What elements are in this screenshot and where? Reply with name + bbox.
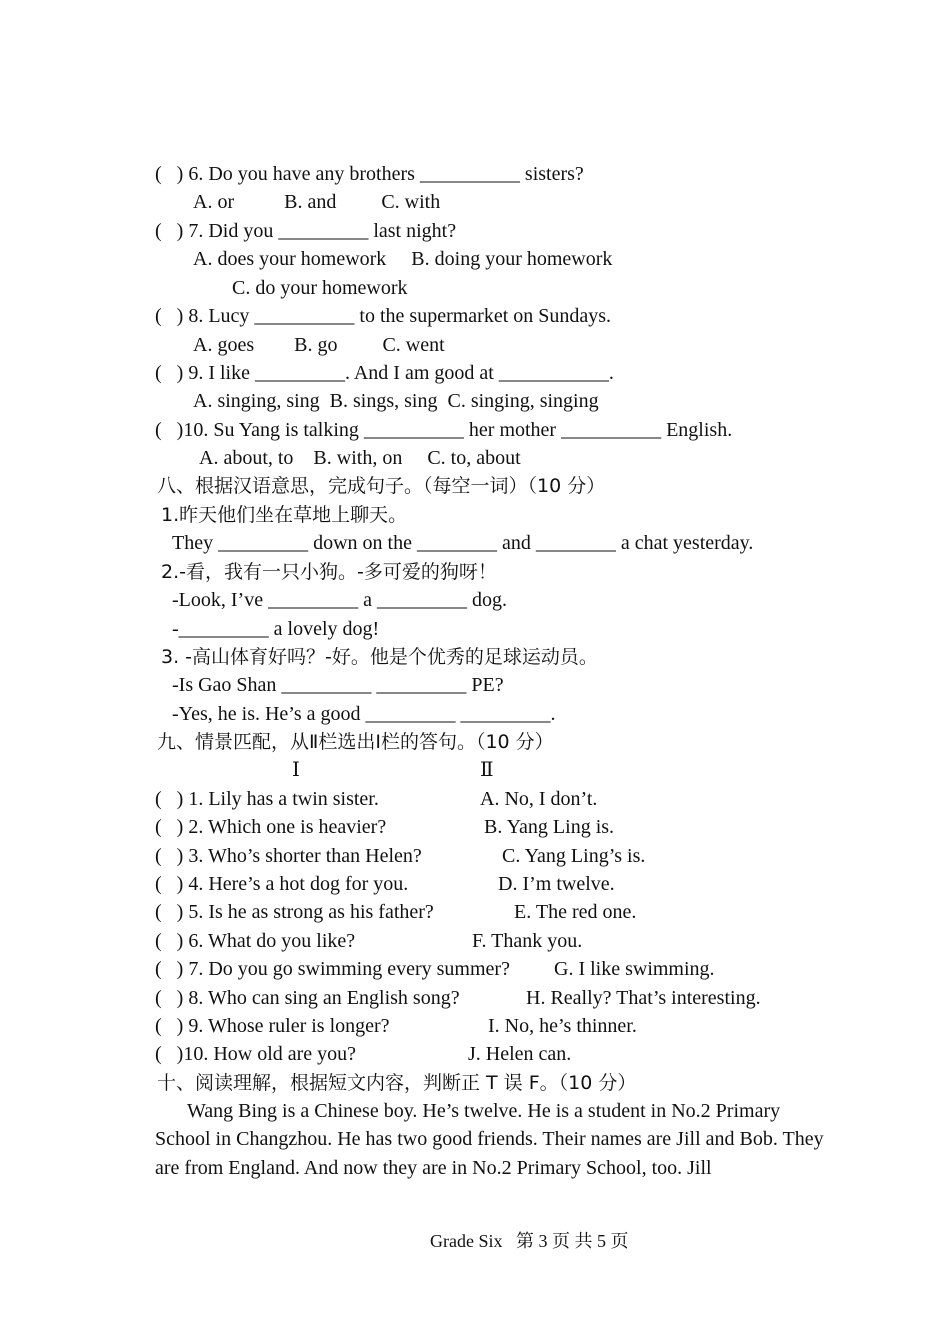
match-answer-j: J. Helen can. [468, 1043, 572, 1065]
page-footer: Grade Six 第 3 页 共 5 页 [430, 1231, 629, 1251]
match-answer-c: C. Yang Ling’s is. [502, 845, 646, 867]
sentence-3-chinese: 3. -高山体育好吗？-好。他是个优秀的足球运动员。 [161, 646, 598, 668]
sentence-3-english-2: -Yes, he is. He’s a good _________ _________. [172, 703, 556, 725]
question-7-8-options: A. goes B. go C. went [193, 334, 445, 356]
match-answer-f: F. Thank you. [472, 930, 583, 952]
match-answer-g: G. I like swimming. [554, 958, 715, 980]
sentence-1-english: They _________ down on the ________ and ________ a chat yesterday. [172, 532, 754, 554]
sentence-2-english-2: -_________ a lovely dog! [172, 618, 380, 640]
sentence-2-chinese: 2.-看，我有一只小狗。-多可爱的狗呀！ [161, 561, 497, 583]
column-1-header: Ⅰ [292, 759, 300, 781]
section-10-heading: 十、阅读理解，根据短文内容，判断正 T 误 F。（10 分） [157, 1072, 637, 1094]
sentence-2-english-1: -Look, I’ve _________ a _________ dog. [172, 589, 507, 611]
question-7-9: ( ) 9. I like _________. And I am good at ___________. [155, 362, 614, 384]
match-question-6: ( ) 6. What do you like? [155, 930, 356, 952]
match-answer-d: D. I’m twelve. [498, 873, 615, 895]
question-7-7: ( ) 7. Did you _________ last night? [155, 220, 457, 242]
match-answer-a: A. No, I don’t. [480, 788, 598, 810]
question-7-8: ( ) 8. Lucy __________ to the supermarket on Sundays. [155, 305, 612, 327]
section-8-heading: 八、根据汉语意思，完成句子。（每空一词）（10 分） [157, 475, 606, 497]
question-7-10: ( )10. Su Yang is talking __________ her mother __________ English. [155, 419, 733, 441]
match-question-9: ( ) 9. Whose ruler is longer? [155, 1015, 390, 1037]
match-question-3: ( ) 3. Who’s shorter than Helen? [155, 845, 422, 867]
question-7-6-options: A. or B. and C. with [193, 191, 441, 213]
question-7-6: ( ) 6. Do you have any brothers __________ sisters? [155, 163, 584, 185]
sentence-1-chinese: 1.昨天他们坐在草地上聊天。 [161, 504, 408, 526]
match-answer-e: E. The red one. [514, 901, 637, 923]
match-question-7: ( ) 7. Do you go swimming every summer? [155, 958, 510, 980]
match-answer-i: I. No, he’s thinner. [488, 1015, 637, 1037]
match-question-5: ( ) 5. Is he as strong as his father? [155, 901, 434, 923]
match-question-4: ( ) 4. Here’s a hot dog for you. [155, 873, 409, 895]
match-question-2: ( ) 2. Which one is heavier? [155, 816, 387, 838]
column-2-header: Ⅱ [480, 759, 494, 781]
section-9-heading: 九、情景匹配，从Ⅱ栏选出Ⅰ栏的答句。（10 分） [157, 731, 554, 753]
question-7-7-option-c: C. do your homework [232, 277, 408, 299]
question-7-9-options: A. singing, sing B. sings, sing C. singing, singing [193, 390, 599, 412]
match-answer-h: H. Really? That’s interesting. [526, 987, 761, 1009]
sentence-3-english-1: -Is Gao Shan _________ _________ PE? [172, 674, 504, 696]
reading-passage: Wang Bing is a Chinese boy. He’s twelve. He is a student in No.2 Primary School in Changzhou. He has two good friends. Their names are Jill and Bob. They are from England. And now they are in No.2 Primary School, too. Jill [155, 1100, 824, 1179]
match-question-1: ( ) 1. Lily has a twin sister. [155, 788, 379, 810]
match-question-8: ( ) 8. Who can sing an English song? [155, 987, 460, 1009]
match-question-10: ( )10. How old are you? [155, 1043, 357, 1065]
match-answer-b: B. Yang Ling is. [484, 816, 615, 838]
question-7-10-options: A. about, to B. with, on C. to, about [199, 447, 521, 469]
question-7-7-options-ab: A. does your homework B. doing your homework [193, 248, 613, 270]
